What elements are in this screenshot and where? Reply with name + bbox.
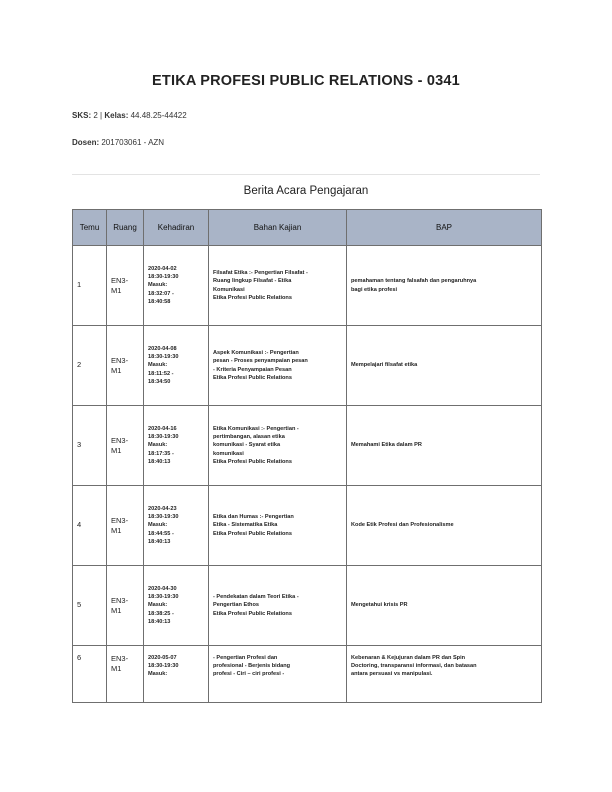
cell-kehadiran-line: Masuk: <box>148 282 168 289</box>
cell-bahan-kajian <box>209 326 347 406</box>
cell-ruang <box>107 486 144 566</box>
cell-ruang-line: M1 <box>111 445 122 455</box>
cell-bahan-kajian-line: Etika Profesi Public Relations <box>213 374 292 381</box>
cell-kehadiran <box>144 486 209 566</box>
cell-bahan-kajian-line: Etika Profesi Public Relations <box>213 530 292 537</box>
cell-bahan-kajian <box>209 406 347 486</box>
cell-bahan-kajian-line: komunikasi - Syarat etika <box>213 442 281 449</box>
cell-kehadiran-line: 18:30-19:30 <box>148 594 179 601</box>
cell-bahan-kajian-line: - Kriteria Penyampaian Pesan <box>213 366 292 373</box>
cell-bahan-kajian-line: Ruang lingkup Filsafat - Etika <box>213 278 292 285</box>
cell-kehadiran-line: 2020-04-23 <box>148 505 177 512</box>
cell-bahan-kajian-line: Pengertian Ethos <box>213 602 260 609</box>
cell-bap-line: Kode Etik Profesi dan Profesionalisme <box>351 522 454 529</box>
cell-kehadiran <box>144 646 209 703</box>
cell-ruang-line: EN3- <box>111 275 129 285</box>
cell-bap-line: bagi etika profesi <box>351 286 398 293</box>
table-row <box>73 246 542 326</box>
cell-ruang <box>107 246 144 326</box>
cell-bap-line: Mempelajari filsafat etika <box>351 362 418 369</box>
cell-bahan-kajian-line: Etika dan Humas :- Pengertian <box>213 514 294 521</box>
cell-kehadiran <box>144 406 209 486</box>
cell-kehadiran-line: 18:30-19:30 <box>148 274 179 281</box>
cell-bahan-kajian <box>209 566 347 646</box>
cell-temu: 3 <box>73 406 107 486</box>
cell-kehadiran-line: 18:30-19:30 <box>148 663 179 670</box>
cell-kehadiran-line: 18:44:55 - <box>148 530 174 537</box>
cell-kehadiran-line: 18:34:50 <box>148 378 171 385</box>
cell-bap-line: pemahaman tentang falsafah dan pengaruhnya <box>351 278 477 285</box>
cell-kehadiran-line: 18:40:13 <box>148 458 171 465</box>
cell-bap <box>347 646 542 703</box>
cell-temu: 6 <box>73 646 107 703</box>
cell-kehadiran-line: 2020-04-02 <box>148 265 177 272</box>
cell-kehadiran-line: 2020-04-08 <box>148 345 177 352</box>
cell-kehadiran-line: Masuk: <box>148 522 168 529</box>
cell-bahan-kajian <box>209 486 347 566</box>
cell-bahan-kajian-line: Etika Profesi Public Relations <box>213 294 292 301</box>
table-header-row <box>73 210 542 246</box>
header-kehadiran: Kehadiran <box>144 210 209 246</box>
cell-ruang-line: M1 <box>111 605 122 615</box>
cell-bahan-kajian-line: pesan - Proses penyampaian pesan <box>213 358 308 365</box>
header-temu: Temu <box>73 210 107 246</box>
cell-kehadiran-line: 2020-04-30 <box>148 585 177 592</box>
cell-bap-line: Kebenaran & Kejujuran dalam PR dan Spin <box>351 655 466 661</box>
cell-ruang <box>107 646 144 703</box>
table-row <box>73 326 542 406</box>
cell-kehadiran-line: 2020-05-07 <box>148 655 177 661</box>
course-title: ETIKA PROFESI PUBLIC RELATIONS - 0341 <box>152 73 460 89</box>
cell-bahan-kajian-line: Etika Profesi Public Relations <box>213 610 292 617</box>
cell-ruang-line: M1 <box>111 285 122 295</box>
cell-bahan-kajian-line: Aspek Komunikasi :- Pengertian <box>213 350 299 357</box>
cell-bap <box>347 486 542 566</box>
cell-kehadiran-line: 18:32:07 - <box>148 290 174 297</box>
cell-ruang-line: EN3- <box>111 435 129 445</box>
cell-ruang <box>107 406 144 486</box>
cell-ruang-line: EN3- <box>111 595 129 605</box>
cell-bap-line: Memahami Etika dalam PR <box>351 442 422 449</box>
cell-temu: 5 <box>73 566 107 646</box>
cell-temu: 4 <box>73 486 107 566</box>
cell-kehadiran-line: 18:40:13 <box>148 538 171 545</box>
teaching-report-table <box>72 209 542 703</box>
cell-temu: 1 <box>73 246 107 326</box>
cell-bahan-kajian-line: profesional - Berjenis bidang <box>213 663 291 670</box>
cell-bap <box>347 326 542 406</box>
table-row <box>73 646 542 703</box>
cell-kehadiran-line: 18:30-19:30 <box>148 514 179 521</box>
header-bahan-kajian: Bahan Kajian <box>209 210 347 246</box>
cell-kehadiran-line: Masuk: <box>148 362 168 369</box>
sks-label: SKS: <box>72 111 92 120</box>
divider <box>72 174 540 175</box>
cell-bahan-kajian-line: - Pendekatan dalam Teori Etika - <box>213 594 299 601</box>
cell-ruang-line: M1 <box>111 365 122 375</box>
cell-bahan-kajian-line: Komunikasi <box>213 286 245 293</box>
cell-kehadiran-line: 18:30-19:30 <box>148 354 179 361</box>
header-bap: BAP <box>347 210 542 246</box>
cell-kehadiran-line: 18:40:13 <box>148 618 171 625</box>
cell-kehadiran-line: Masuk: <box>148 671 168 678</box>
kelas-label: Kelas: <box>104 111 129 120</box>
cell-kehadiran-line: 2020-04-16 <box>148 425 177 432</box>
dosen-value: 201703061 - AZN <box>101 138 165 147</box>
cell-bap <box>347 566 542 646</box>
cell-bahan-kajian <box>209 246 347 326</box>
cell-kehadiran <box>144 246 209 326</box>
cell-kehadiran <box>144 326 209 406</box>
table-row <box>73 486 542 566</box>
cell-kehadiran <box>144 566 209 646</box>
cell-bahan-kajian <box>209 646 347 703</box>
cell-bap <box>347 246 542 326</box>
dosen-label: Dosen: <box>72 138 100 147</box>
cell-bahan-kajian-line: komunikasi <box>213 450 244 457</box>
cell-ruang-line: M1 <box>111 525 122 535</box>
cell-bap-line: Doctoring, transparansi informasi, dan batasan <box>351 663 477 670</box>
cell-ruang <box>107 566 144 646</box>
cell-bahan-kajian-line: - Pengertian Profesi dan <box>213 655 278 661</box>
course-meta <box>72 111 187 120</box>
cell-kehadiran-line: 18:17:35 - <box>148 450 174 457</box>
kelas-value: 44.48.25-44422 <box>130 111 187 120</box>
cell-ruang-line: EN3- <box>111 654 129 663</box>
cell-bahan-kajian-line: pertimbangan, alasan etika <box>213 434 285 441</box>
cell-ruang-line: EN3- <box>111 355 129 365</box>
table-row <box>73 566 542 646</box>
cell-bahan-kajian-line: Etika Komunikasi :- Pengertian - <box>213 425 299 432</box>
cell-ruang-line: EN3- <box>111 515 129 525</box>
cell-kehadiran-line: 18:40:58 <box>148 298 171 305</box>
cell-bap-line: Mengetahui krisis PR <box>351 602 408 609</box>
cell-kehadiran-line: 18:11:52 - <box>148 370 174 377</box>
sks-value: 2 <box>93 111 98 120</box>
cell-kehadiran-line: 18:30-19:30 <box>148 434 179 441</box>
cell-bap <box>347 406 542 486</box>
cell-bahan-kajian-line: profesi - Ciri – ciri profesi - <box>213 671 285 678</box>
cell-kehadiran-line: 18:38:25 - <box>148 610 174 617</box>
table-row <box>73 406 542 486</box>
section-title: Berita Acara Pengajaran <box>243 185 369 197</box>
cell-kehadiran-line: Masuk: <box>148 442 168 449</box>
cell-kehadiran-line: Masuk: <box>148 602 168 609</box>
cell-bahan-kajian-line: Etika - Sistematika Etika <box>213 522 278 529</box>
cell-temu: 2 <box>73 326 107 406</box>
cell-bahan-kajian-line: Filsafat Etika :- Pengertian Filsafat - <box>213 270 308 277</box>
meta-separator: | <box>100 111 103 120</box>
header-ruang: Ruang <box>107 210 144 246</box>
table-body <box>73 246 542 703</box>
cell-bap-line: antara persuasi vs manipulasi. <box>351 671 433 678</box>
cell-bahan-kajian-line: Etika Profesi Public Relations <box>213 458 292 465</box>
cell-ruang <box>107 326 144 406</box>
lecturer-meta <box>72 138 164 147</box>
cell-ruang-line: M1 <box>111 664 122 673</box>
